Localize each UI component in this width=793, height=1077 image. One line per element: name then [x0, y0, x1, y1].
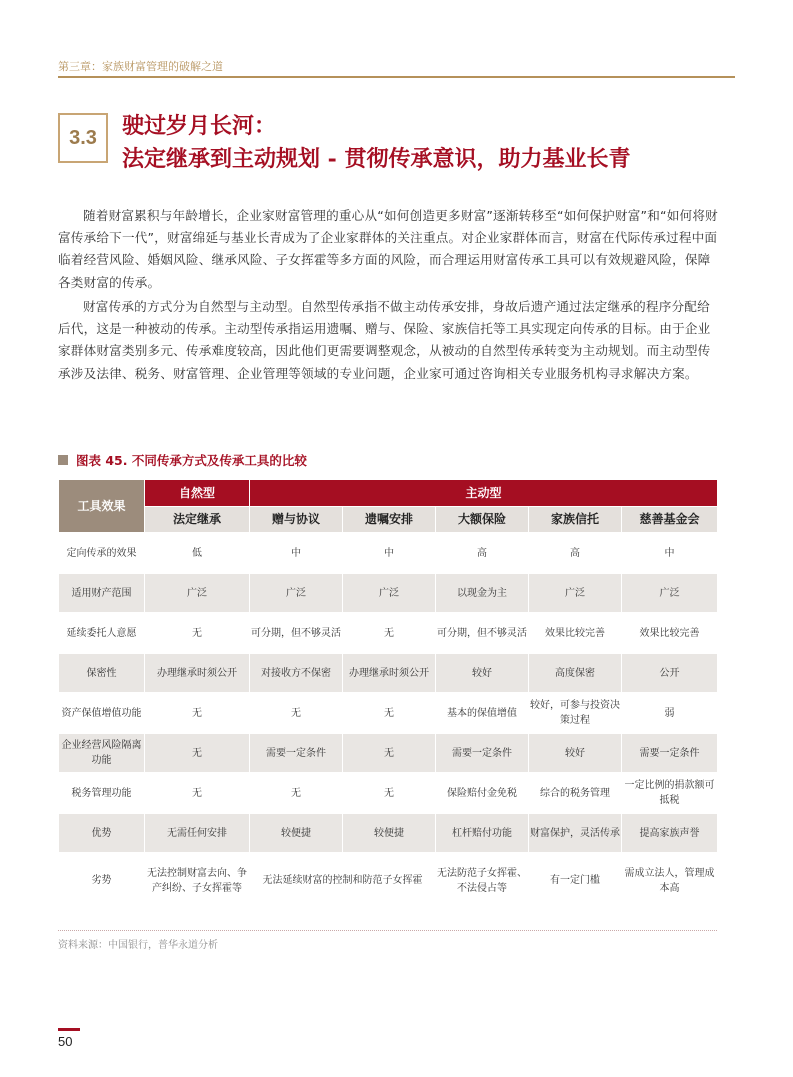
- row-label: 税务管理功能: [59, 773, 145, 814]
- row-label: 延续委托人意愿: [59, 613, 145, 654]
- table-cell: 需要一定条件: [250, 734, 343, 773]
- source-divider: [58, 930, 717, 931]
- table-cell: 高度保密: [529, 654, 622, 693]
- table-cell: 可分期，但不够灵活: [250, 613, 343, 654]
- table-cell: 无法控制财富去向、争产纠纷、子女挥霍等: [145, 853, 250, 909]
- table-cell: 中: [250, 533, 343, 574]
- table-cell: 高: [436, 533, 529, 574]
- column-header: 家族信托: [529, 507, 622, 533]
- table-cell: 较便捷: [343, 814, 436, 853]
- table-cell: 较好: [436, 654, 529, 693]
- source-note: 资料来源：中国银行，普华永道分析: [58, 940, 218, 951]
- table-cell: 无: [145, 773, 250, 814]
- table-cell: 较好: [529, 734, 622, 773]
- table-row: [59, 853, 718, 909]
- table-cell: 可分期，但不够灵活: [436, 613, 529, 654]
- group-header-natural: 自然型: [145, 480, 250, 507]
- paragraph-1: 随着财富累积与年龄增长，企业家财富管理的重心从“如何创造更多财富”逐渐转移至“如何保护财富”和“如何将财富传承给下一代”，财富绵延与基业长青成为了企业家群体的关注重点。对企业家群体而言，财富在代际传承过程中面临着经营风险、婚姻风险、继承风险、子女挥霍等多方面的风险，而合理运用财富传承工具可以有效规避风险，保障各类财富的传承。: [58, 208, 718, 290]
- table-cell: 弱: [622, 693, 718, 734]
- table-cell: 效果比较完善: [529, 613, 622, 654]
- table-cell: 广泛: [145, 574, 250, 613]
- table-cell: 提高家族声誉: [622, 814, 718, 853]
- table-cell: 效果比较完善: [622, 613, 718, 654]
- table-cell-merged: 无法延续财富的控制和防范子女挥霍: [250, 853, 436, 909]
- table-cell: 财富保护，灵活传承: [529, 814, 622, 853]
- table-cell: 较便捷: [250, 814, 343, 853]
- comparison-table: [58, 479, 718, 909]
- section-title: [122, 110, 630, 176]
- table-row: [59, 773, 718, 814]
- column-header: 遗嘱安排: [343, 507, 436, 533]
- table-cell: 无需任何安排: [145, 814, 250, 853]
- row-label: 优势: [59, 814, 145, 853]
- table-cell: 无: [145, 613, 250, 654]
- table-cell: 需成立法人，管理成本高: [622, 853, 718, 909]
- table-cell: 中: [343, 533, 436, 574]
- paragraph-2: 财富传承的方式分为自然型与主动型。自然型传承指不做主动传承安排，身故后遗产通过法定继承的程序分配给后代，这是一种被动的传承。主动型传承指运用遗嘱、赠与、保险、家族信托等工具实现定向传承的目标。由于企业家群体财富类别多元、传承难度较高，因此他们更需要调整观念，从被动的自然型传承转变为主动规划。而主动型传承涉及法律、税务、财富管理、企业管理等领域的专业问题，企业家可通过咨询相关专业服务机构寻求解决方案。: [58, 299, 711, 381]
- table-cell: 无: [145, 734, 250, 773]
- row-label: 适用财产范围: [59, 574, 145, 613]
- table-cell: 无: [145, 693, 250, 734]
- table-cell: 需要一定条件: [622, 734, 718, 773]
- table-row: [59, 533, 718, 574]
- table-cell: 无法防范子女挥霍、不法侵占等: [436, 853, 529, 909]
- table-row: [59, 613, 718, 654]
- table-cell: 公开: [622, 654, 718, 693]
- column-header: 赠与协议: [250, 507, 343, 533]
- table-cell: 保险赔付金免税: [436, 773, 529, 814]
- table-cell: 无: [250, 693, 343, 734]
- table-row: [59, 814, 718, 853]
- row-label: 保密性: [59, 654, 145, 693]
- page-number-bar: [58, 1028, 80, 1031]
- table-cell: 无: [343, 773, 436, 814]
- table-row: [59, 734, 718, 773]
- table-cell: 无: [343, 613, 436, 654]
- table-cell: 以现金为主: [436, 574, 529, 613]
- table-cell: 中: [622, 533, 718, 574]
- table-cell: 综合的税务管理: [529, 773, 622, 814]
- table-cell: 广泛: [529, 574, 622, 613]
- group-header-active: 主动型: [250, 480, 718, 507]
- chapter-header: 第三章：家族财富管理的破解之道: [58, 60, 223, 73]
- table-cell: 杠杆赔付功能: [436, 814, 529, 853]
- table-cell: 基本的保值增值: [436, 693, 529, 734]
- table-cell: 有一定门槛: [529, 853, 622, 909]
- table-cell: 一定比例的捐款额可抵税: [622, 773, 718, 814]
- header-rule: [58, 76, 735, 78]
- table-cell: 低: [145, 533, 250, 574]
- table-cell: 办理继承时须公开: [145, 654, 250, 693]
- section-title-line1: 驶过岁月长河：: [122, 113, 277, 139]
- section-number-badge: 3.3: [58, 113, 108, 163]
- table-cell: 无: [343, 734, 436, 773]
- table-cell: 较好，可参与投资决策过程: [529, 693, 622, 734]
- figure-title-text: 图表 45. 不同传承方式及传承工具的比较: [76, 453, 307, 468]
- table-cell: 高: [529, 533, 622, 574]
- table-cell: 广泛: [250, 574, 343, 613]
- table-cell: 对接收方不保密: [250, 654, 343, 693]
- table-row: [59, 693, 718, 734]
- row-label: 定向传承的效果: [59, 533, 145, 574]
- table-cell: 广泛: [622, 574, 718, 613]
- column-header: 慈善基金会: [622, 507, 718, 533]
- row-label: 企业经营风险隔离功能: [59, 734, 145, 773]
- table-cell: 无: [343, 693, 436, 734]
- row-label: 资产保值增值功能: [59, 693, 145, 734]
- table-cell: 办理继承时须公开: [343, 654, 436, 693]
- figure-title: [58, 451, 307, 469]
- table-row: [59, 654, 718, 693]
- page-number: 50: [58, 1034, 73, 1049]
- table-row: [59, 574, 718, 613]
- column-header: 大额保险: [436, 507, 529, 533]
- figure-marker-square: [58, 455, 68, 465]
- table-cell: 需要一定条件: [436, 734, 529, 773]
- table-corner-header: 工具效果: [59, 480, 145, 533]
- column-header: 法定继承: [145, 507, 250, 533]
- table-cell: 广泛: [343, 574, 436, 613]
- section-title-line2: 法定继承到主动规划 - 贯彻传承意识，助力基业长青: [122, 146, 631, 172]
- row-label: 劣势: [59, 853, 145, 909]
- table-cell: 无: [250, 773, 343, 814]
